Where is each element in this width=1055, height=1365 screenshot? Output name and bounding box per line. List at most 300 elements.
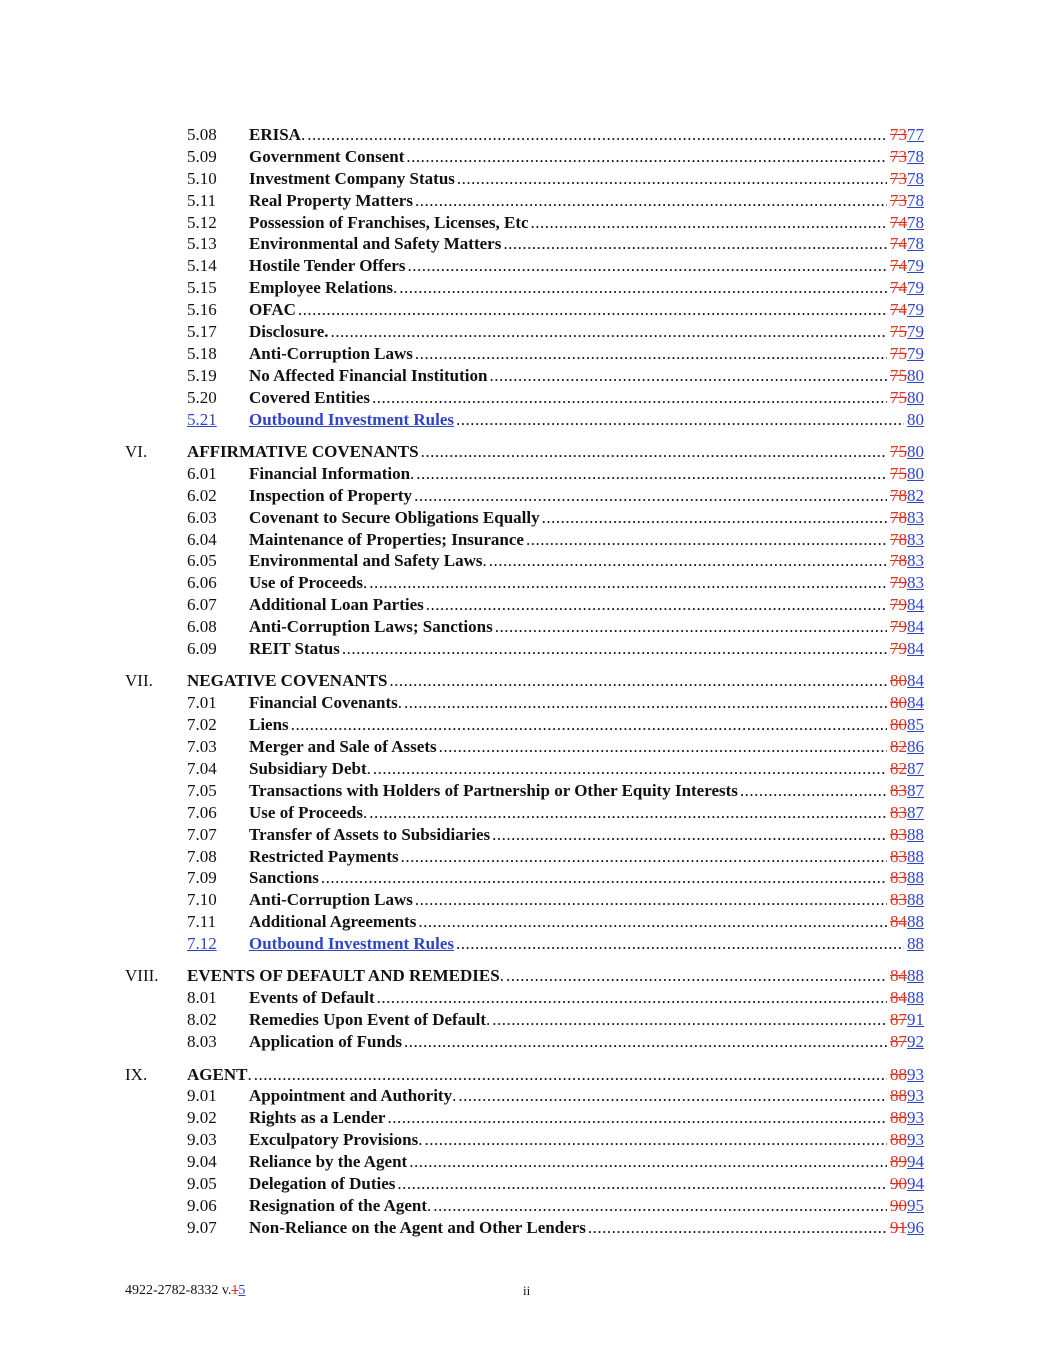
toc-number: 7.10 xyxy=(187,890,217,910)
page-inserted[interactable]: 83 xyxy=(907,507,924,527)
toc-section-row[interactable] xyxy=(0,965,1055,987)
toc-page-numbers xyxy=(890,485,924,507)
page-deleted: 82 xyxy=(890,737,907,757)
toc-entry-row[interactable] xyxy=(0,277,1055,299)
toc-page-numbers xyxy=(890,343,924,365)
toc-leader xyxy=(249,846,889,868)
toc-number: 5.15 xyxy=(187,278,217,298)
toc-leader xyxy=(249,1085,889,1107)
page-inserted[interactable]: 88 xyxy=(907,890,924,910)
dot-leader xyxy=(416,463,887,485)
page-inserted[interactable]: 87 xyxy=(907,780,924,800)
toc-title: Covenant to Secure Obligations Equally xyxy=(249,507,540,527)
toc-page-numbers xyxy=(890,1129,924,1151)
page-deleted: 90 xyxy=(890,1173,907,1193)
page-inserted[interactable]: 78 xyxy=(907,234,924,254)
toc-entry-row[interactable] xyxy=(0,572,1055,594)
page-inserted[interactable]: 84 xyxy=(907,617,924,637)
toc-leader xyxy=(187,965,889,987)
toc-number: 7.01 xyxy=(187,693,217,713)
dot-leader xyxy=(414,485,887,507)
toc-title-suffix: . xyxy=(410,463,415,483)
toc-number: 9.07 xyxy=(187,1217,217,1237)
toc-number: 9.05 xyxy=(187,1173,217,1193)
toc-leader xyxy=(249,802,889,824)
dot-leader xyxy=(298,299,887,321)
toc-number: 5.20 xyxy=(187,387,217,407)
toc-leader xyxy=(249,758,889,780)
page-deleted: 88 xyxy=(890,1086,907,1106)
page-inserted[interactable]: 82 xyxy=(907,485,924,505)
toc-title: REIT Status xyxy=(249,638,340,658)
toc-entry-row[interactable] xyxy=(0,168,1055,190)
toc-entry-row[interactable] xyxy=(0,824,1055,846)
toc-title: Additional Loan Parties xyxy=(249,595,424,615)
toc-page-numbers xyxy=(890,124,924,146)
toc-section-row[interactable] xyxy=(0,441,1055,463)
page-inserted[interactable]: 88 xyxy=(907,988,924,1008)
page-inserted[interactable]: 80 xyxy=(907,387,924,407)
page-deleted: 73 xyxy=(890,190,907,210)
toc-entry-row[interactable] xyxy=(0,594,1055,616)
dot-leader xyxy=(369,802,887,824)
page-deleted: 84 xyxy=(890,988,907,1008)
dot-leader xyxy=(418,911,887,933)
toc-entry-row[interactable] xyxy=(0,780,1055,802)
toc-leader xyxy=(249,911,889,933)
toc-entry-row[interactable] xyxy=(0,638,1055,660)
page-deleted: 79 xyxy=(890,573,907,593)
toc-leader xyxy=(249,168,889,190)
dot-leader xyxy=(439,736,887,758)
toc-leader xyxy=(249,529,889,551)
dot-leader xyxy=(503,233,887,255)
toc-number: 9.04 xyxy=(187,1152,217,1172)
page-inserted[interactable]: 80 xyxy=(907,409,924,429)
toc-entry-row[interactable] xyxy=(0,507,1055,529)
dot-leader xyxy=(458,1085,887,1107)
page-deleted: 88 xyxy=(890,1064,907,1084)
toc-entry-row[interactable] xyxy=(0,714,1055,736)
toc-number: 7.12 xyxy=(187,934,217,954)
toc-leader xyxy=(187,1064,889,1086)
toc-entry-row[interactable] xyxy=(0,190,1055,212)
page-inserted[interactable]: 84 xyxy=(907,693,924,713)
toc-number: 5.13 xyxy=(187,234,217,254)
toc-number: 7.02 xyxy=(187,715,217,735)
toc-entry-row[interactable] xyxy=(0,124,1055,146)
page-inserted[interactable]: 88 xyxy=(907,868,924,888)
page-inserted[interactable]: 78 xyxy=(907,190,924,210)
page-inserted[interactable]: 87 xyxy=(907,758,924,778)
page-inserted[interactable]: 94 xyxy=(907,1173,924,1193)
toc-number: 6.06 xyxy=(187,573,217,593)
toc-title: Exculpatory Provisions xyxy=(249,1130,419,1150)
toc-title-suffix: . xyxy=(482,551,487,571)
toc-leader xyxy=(249,1151,889,1173)
toc-number: 6.04 xyxy=(187,529,217,549)
page-deleted: 75 xyxy=(890,463,907,483)
dot-leader xyxy=(389,670,887,692)
page-inserted[interactable]: 83 xyxy=(907,529,924,549)
page-deleted: 80 xyxy=(890,693,907,713)
dot-leader xyxy=(369,572,887,594)
toc-page-numbers xyxy=(890,550,924,572)
page-inserted[interactable]: 94 xyxy=(907,1152,924,1172)
toc-number: 8.02 xyxy=(187,1010,217,1030)
toc-title: OFAC xyxy=(249,300,296,320)
dot-leader xyxy=(397,1173,887,1195)
toc-leader xyxy=(249,692,889,714)
toc-number: 6.08 xyxy=(187,617,217,637)
page-inserted[interactable]: 92 xyxy=(907,1032,924,1052)
toc-number: 7.07 xyxy=(187,824,217,844)
page-inserted[interactable]: 84 xyxy=(907,595,924,615)
toc-leader xyxy=(249,299,889,321)
toc-leader xyxy=(187,670,889,692)
page-inserted[interactable]: 79 xyxy=(907,256,924,276)
toc-section-row[interactable] xyxy=(0,1064,1055,1086)
toc-page-numbers xyxy=(890,889,924,911)
page-inserted[interactable]: 84 xyxy=(907,638,924,658)
dot-leader xyxy=(421,441,887,463)
dot-leader xyxy=(321,867,887,889)
toc-page-numbers xyxy=(890,736,924,758)
toc-entry-row[interactable] xyxy=(0,987,1055,1009)
dot-leader xyxy=(424,1129,887,1151)
dot-leader xyxy=(404,692,887,714)
page-inserted[interactable]: 83 xyxy=(907,551,924,571)
toc-page-numbers xyxy=(890,758,924,780)
dot-leader xyxy=(415,190,887,212)
toc-title: Anti-Corruption Laws; Sanctions xyxy=(249,617,493,637)
page-inserted[interactable]: 96 xyxy=(907,1217,924,1237)
page-deleted: 78 xyxy=(890,485,907,505)
toc-entry-row[interactable] xyxy=(0,1195,1055,1217)
page-deleted: 79 xyxy=(890,617,907,637)
toc-page-numbers xyxy=(890,846,924,868)
page-inserted[interactable]: 77 xyxy=(907,125,924,144)
page-deleted: 83 xyxy=(890,868,907,888)
toc-number: 8.03 xyxy=(187,1032,217,1052)
toc-entry-row[interactable] xyxy=(0,911,1055,933)
page-inserted[interactable]: 80 xyxy=(907,441,924,461)
page-deleted: 82 xyxy=(890,758,907,778)
version-deleted: 1 xyxy=(231,1283,239,1298)
page-deleted: 73 xyxy=(890,125,907,144)
toc-page-numbers xyxy=(890,146,924,168)
toc-number: 5.21 xyxy=(187,409,217,429)
page-inserted[interactable]: 84 xyxy=(907,671,924,691)
page-deleted: 89 xyxy=(890,1152,907,1172)
toc-page-numbers xyxy=(890,1217,924,1239)
dot-leader xyxy=(291,714,887,736)
toc-leader xyxy=(249,638,889,660)
toc-page-numbers xyxy=(890,1085,924,1107)
dot-leader xyxy=(373,758,887,780)
page-deleted: 87 xyxy=(890,1010,907,1030)
toc-leader xyxy=(249,409,906,431)
page-deleted: 88 xyxy=(890,1130,907,1150)
toc-number: 7.03 xyxy=(187,737,217,757)
toc-page-numbers xyxy=(890,670,924,692)
toc-title: Hostile Tender Offers xyxy=(249,256,406,276)
toc-leader xyxy=(249,550,889,572)
toc-title-suffix: . xyxy=(393,278,398,298)
toc-leader xyxy=(249,1217,889,1239)
page-footer xyxy=(0,1283,1055,1303)
toc-title: Financial Covenants xyxy=(249,693,398,713)
page-deleted: 83 xyxy=(890,780,907,800)
toc-page-numbers xyxy=(890,824,924,846)
page-inserted[interactable]: 91 xyxy=(907,1010,924,1030)
dot-leader xyxy=(588,1217,887,1239)
toc-number: 8.01 xyxy=(187,988,217,1008)
page-deleted: 87 xyxy=(890,1032,907,1052)
toc-title: Possession of Franchises, Licenses, Etc xyxy=(249,212,529,232)
toc-entry-row[interactable] xyxy=(0,299,1055,321)
page-inserted[interactable]: 87 xyxy=(907,802,924,822)
toc-entry-row[interactable] xyxy=(0,736,1055,758)
toc-leader xyxy=(249,714,889,736)
toc-title: Events of Default xyxy=(249,988,375,1008)
toc-number: 6.03 xyxy=(187,507,217,527)
toc-entry-row[interactable] xyxy=(0,1151,1055,1173)
toc-entry-row[interactable] xyxy=(0,616,1055,638)
page-inserted[interactable]: 88 xyxy=(907,934,924,954)
toc-leader xyxy=(249,824,889,846)
toc-title: Subsidiary Debt xyxy=(249,758,367,778)
toc-entry-row[interactable] xyxy=(0,233,1055,255)
toc-page-numbers xyxy=(890,1064,924,1086)
toc-leader xyxy=(249,507,889,529)
page-inserted[interactable]: 83 xyxy=(907,573,924,593)
toc-entry-row[interactable] xyxy=(0,529,1055,551)
toc-page-numbers xyxy=(890,1031,924,1053)
toc-leader xyxy=(249,146,889,168)
page-inserted[interactable]: 79 xyxy=(907,278,924,298)
dot-leader xyxy=(415,889,887,911)
toc-entry-row[interactable] xyxy=(0,550,1055,572)
toc-entry-row[interactable] xyxy=(0,409,1055,431)
dot-leader xyxy=(409,1151,887,1173)
toc-page-numbers xyxy=(907,409,924,431)
toc-title-suffix: . xyxy=(397,693,403,713)
toc-title: Liens xyxy=(249,715,289,735)
toc-page-numbers xyxy=(890,168,924,190)
dot-leader xyxy=(531,212,887,234)
toc-entry-row[interactable] xyxy=(0,1173,1055,1195)
toc-title: Environmental and Safety Matters xyxy=(249,234,502,254)
toc-number: 9.06 xyxy=(187,1195,217,1215)
toc-title: Inspection of Property xyxy=(249,485,413,505)
toc-title-suffix: . xyxy=(300,125,306,144)
toc-title-suffix: . xyxy=(452,1086,457,1106)
page-inserted[interactable]: 93 xyxy=(907,1086,924,1106)
toc-page-numbers xyxy=(890,911,924,933)
toc-entry-row[interactable] xyxy=(0,212,1055,234)
toc-page-numbers xyxy=(890,802,924,824)
page-inserted[interactable]: 93 xyxy=(907,1064,924,1084)
toc-leader xyxy=(249,1195,889,1217)
page-inserted[interactable]: 80 xyxy=(907,463,924,483)
toc-title: Restricted Payments xyxy=(249,846,399,866)
toc-entry-row[interactable] xyxy=(0,463,1055,485)
page-deleted: 90 xyxy=(890,1195,907,1215)
dot-leader xyxy=(307,124,887,146)
page-inserted[interactable]: 78 xyxy=(907,212,924,232)
toc-entry-row[interactable] xyxy=(0,321,1055,343)
page-deleted: 83 xyxy=(890,890,907,910)
table-of-contents xyxy=(0,124,1055,1239)
dot-leader xyxy=(489,365,887,387)
toc-leader xyxy=(249,1173,889,1195)
toc-number: 5.17 xyxy=(187,322,217,342)
toc-leader xyxy=(249,463,889,485)
toc-leader xyxy=(249,736,889,758)
page-inserted[interactable]: 88 xyxy=(907,824,924,844)
toc-number: 9.01 xyxy=(187,1086,217,1106)
toc-title-suffix: . xyxy=(499,966,504,986)
toc-leader xyxy=(249,1107,889,1129)
toc-number: 5.18 xyxy=(187,343,217,363)
toc-entry-row[interactable] xyxy=(0,889,1055,911)
toc-section-row[interactable] xyxy=(0,670,1055,692)
toc-entry-row[interactable] xyxy=(0,365,1055,387)
toc-entry-row[interactable] xyxy=(0,867,1055,889)
dot-leader xyxy=(526,529,887,551)
toc-entry-row[interactable] xyxy=(0,146,1055,168)
document-id-prefix: 4922-2782-8332 v. xyxy=(125,1283,232,1298)
toc-entry-row[interactable] xyxy=(0,1085,1055,1107)
toc-number: VII. xyxy=(125,671,153,691)
dot-leader xyxy=(740,780,887,802)
page-deleted: 91 xyxy=(890,1217,907,1237)
page-deleted: 83 xyxy=(890,846,907,866)
toc-page-numbers xyxy=(890,965,924,987)
page-inserted[interactable]: 78 xyxy=(907,146,924,166)
dot-leader xyxy=(492,824,887,846)
toc-entry-row[interactable] xyxy=(0,255,1055,277)
toc-page-numbers xyxy=(890,572,924,594)
page-number: ii xyxy=(523,1283,531,1298)
toc-title-suffix: . xyxy=(418,1130,423,1150)
toc-title: Government Consent xyxy=(249,146,405,166)
toc-page-numbers xyxy=(890,987,924,1009)
toc-title[interactable]: Outbound Investment Rules xyxy=(249,934,454,954)
page-deleted: 75 xyxy=(890,387,907,407)
dot-leader xyxy=(404,1031,887,1053)
page-inserted[interactable]: 79 xyxy=(907,343,924,363)
toc-leader xyxy=(249,572,889,594)
page-inserted[interactable]: 85 xyxy=(907,715,924,735)
toc-entry-row[interactable] xyxy=(0,758,1055,780)
page-inserted[interactable]: 88 xyxy=(907,846,924,866)
toc-number: 7.04 xyxy=(187,758,217,778)
page-inserted[interactable]: 79 xyxy=(907,322,924,342)
toc-title[interactable]: Outbound Investment Rules xyxy=(249,409,454,429)
toc-entry-row[interactable] xyxy=(0,1107,1055,1129)
toc-title-suffix: . xyxy=(366,758,371,778)
toc-entry-row[interactable] xyxy=(0,387,1055,409)
toc-title: Maintenance of Properties; Insurance xyxy=(249,529,524,549)
toc-leader xyxy=(249,321,889,343)
toc-number: 6.09 xyxy=(187,638,217,658)
toc-title: Employee Relations xyxy=(249,278,394,298)
toc-leader xyxy=(249,1031,889,1053)
toc-number: 9.02 xyxy=(187,1108,217,1128)
dot-leader xyxy=(399,277,887,299)
toc-leader xyxy=(249,780,889,802)
version-inserted[interactable]: 5 xyxy=(238,1283,246,1298)
page-inserted[interactable]: 95 xyxy=(907,1195,924,1215)
toc-page-numbers xyxy=(890,321,924,343)
toc-title: Sanctions xyxy=(249,868,319,888)
page-deleted: 74 xyxy=(890,234,907,254)
toc-entry-row[interactable] xyxy=(0,485,1055,507)
toc-entry-row[interactable] xyxy=(0,1009,1055,1031)
toc-title: AFFIRMATIVE COVENANTS xyxy=(187,441,419,461)
page-inserted[interactable]: 80 xyxy=(907,365,924,385)
page-deleted: 75 xyxy=(890,441,907,461)
toc-title: EVENTS OF DEFAULT AND REMEDIES xyxy=(187,966,500,986)
dot-leader xyxy=(377,987,887,1009)
toc-leader xyxy=(249,889,889,911)
toc-title: Environmental and Safety Laws xyxy=(249,551,483,571)
dot-leader xyxy=(426,594,887,616)
toc-entry-row[interactable] xyxy=(0,802,1055,824)
toc-leader xyxy=(249,1009,889,1031)
toc-entry-row[interactable] xyxy=(0,692,1055,714)
toc-number: 9.03 xyxy=(187,1130,217,1150)
toc-page-numbers xyxy=(890,463,924,485)
toc-entry-row[interactable] xyxy=(0,1129,1055,1151)
page-inserted[interactable]: 79 xyxy=(907,300,924,320)
toc-title: Use of Proceeds xyxy=(249,573,363,593)
toc-title: Application of Funds xyxy=(249,1032,403,1052)
toc-number: VIII. xyxy=(125,966,159,986)
toc-title: Anti-Corruption Laws xyxy=(249,890,413,910)
toc-page-numbers xyxy=(890,529,924,551)
toc-number: 5.14 xyxy=(187,256,217,276)
toc-leader xyxy=(249,1129,889,1151)
toc-entry-row[interactable] xyxy=(0,343,1055,365)
toc-number: 7.06 xyxy=(187,802,217,822)
page-inserted[interactable]: 88 xyxy=(907,966,924,986)
toc-title-suffix: . xyxy=(427,1195,432,1215)
toc-entry-row[interactable] xyxy=(0,1217,1055,1239)
page-inserted[interactable]: 93 xyxy=(907,1130,924,1150)
page-inserted[interactable]: 93 xyxy=(907,1108,924,1128)
page-deleted: 74 xyxy=(890,256,907,276)
toc-number: 5.09 xyxy=(187,146,217,166)
toc-entry-row[interactable] xyxy=(0,1031,1055,1053)
toc-title-suffix: . xyxy=(362,802,368,822)
document-id xyxy=(125,1283,245,1299)
toc-entry-row[interactable] xyxy=(0,846,1055,868)
toc-leader xyxy=(249,212,889,234)
toc-title-suffix: . xyxy=(362,573,368,593)
page-inserted[interactable]: 78 xyxy=(907,168,924,188)
toc-page-numbers xyxy=(890,1107,924,1129)
dot-leader xyxy=(489,550,887,572)
toc-page-numbers xyxy=(890,1173,924,1195)
page-inserted[interactable]: 86 xyxy=(907,737,924,757)
page-inserted[interactable]: 88 xyxy=(907,912,924,932)
toc-entry-row[interactable] xyxy=(0,933,1055,955)
dot-leader xyxy=(456,409,904,431)
toc-leader xyxy=(249,387,889,409)
